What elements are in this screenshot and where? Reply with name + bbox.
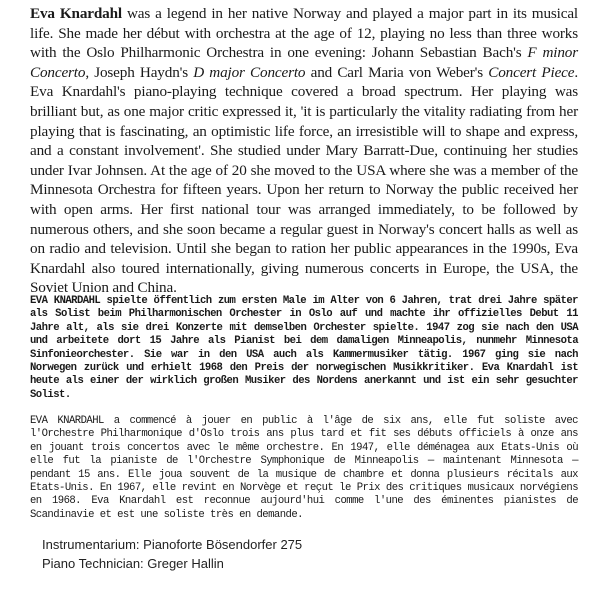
french-lead-name: EVA KNARDAHL: [30, 415, 104, 427]
english-lead-name: Eva Knardahl: [30, 5, 122, 22]
french-text: a commencé à jouer en public à l'âge de six ans, elle fut soliste avec l'Orchestre Philharmonique d'Oslo trois ans plus tard et fit ses débuts officiels à onze ans en jouant trois concertos avec le même orchestre. En 1947, elle déménagea aux Etats-Unis où elle fut la pianiste de l'Orchestre Symphonique de Minneapolis — maintenant Minnesota — pendant 15 ans. Elle joua souvent de la musique de chambre et donna plusieurs récitals aux Etats-Unis. En 1967, elle revint en Norvège et reçut le Prix des critiques musicaux norvégiens en 1968. Eva Knardahl est reconnue aujourd'hui comme l'une des éminentes pianistes de Scandinavie et est une soliste très en demande.: [30, 415, 578, 521]
instrument-credit: Instrumentarium: Pianoforte Bösendorfer 275: [42, 537, 303, 552]
german-text: spielte öffentlich zum ersten Male im Alter von 6 Jahren, trat drei Jahre später als Solist beim Philharmonischen Orchester in Oslo auf und machte ihr offizielles Debut 11 Jahre alt, als sie drei Konzerte mit demselben Orchester spielte. 1947 zog sie nach den USA und arbeitete dort 15 Jahre als Pianist bei dem damaligen Minneapolis, nunmehr Minnesota Sinfonieorchester. Sie war in den USA auch als Kammermusiker tätig. 1967 ging sie nach Norwegen zurück und erhielt 1968 den Preis der norwegischen Musikkritiker. Eva Knardahl ist heute als einer der wirklich großen Musiker des Nordens anerkannt und ist ein sehr gesuchter Solist.: [30, 295, 578, 401]
english-work-title: D major Concerto: [193, 63, 306, 81]
english-text-part: was a legend in her native Norway and played a major part in its musical life. She made her début with orchestra at the age of 12, playing no less than three works with the Oslo Philharmonic Orchestra in one evening: Johann Sebastian Bach's: [30, 5, 578, 62]
english-text-part: and Carl Maria von Weber's: [305, 63, 489, 81]
english-text-part: . Eva Knardahl's piano-playing technique covered a broad spectrum. Her playing was brilliant but, as one major critic expressed it, 'it is particularly the vitality radiating from her playing that is fascinating, an optimistic life force, an irresistible will to shape and express, and a constant involvement'. She studied under Mary Barratt-Due, continuing her studies under Ivar Johnsen. At the age of 20 she moved to the USA where she was a member of the Minnesota Orchestra for fifteen years. Upon her return to Norway the public received her with open arms. Her first national tour was arranged immediately, to be followed by numerous others, and she soon became a regular guest in Norway's concert halls as well as on radio and television. Until she began to ration her public appearances in the 1990s, Eva Knardahl also toured internationally, giving numerous concerts in Europe, the USA, the Soviet Union and China.: [30, 63, 578, 297]
french-biography: [30, 415, 578, 522]
english-text-part: , Joseph Haydn's: [85, 63, 194, 81]
english-biography: [30, 4, 578, 298]
english-work-title: F minor Concerto: [30, 44, 579, 81]
german-biography: [30, 295, 578, 402]
technician-credit: Piano Technician: Greger Hallin: [42, 556, 224, 571]
english-work-title: Concert Piece: [488, 63, 575, 81]
recording-credits: [42, 535, 302, 573]
german-lead-name: EVA KNARDAHL: [30, 295, 101, 307]
